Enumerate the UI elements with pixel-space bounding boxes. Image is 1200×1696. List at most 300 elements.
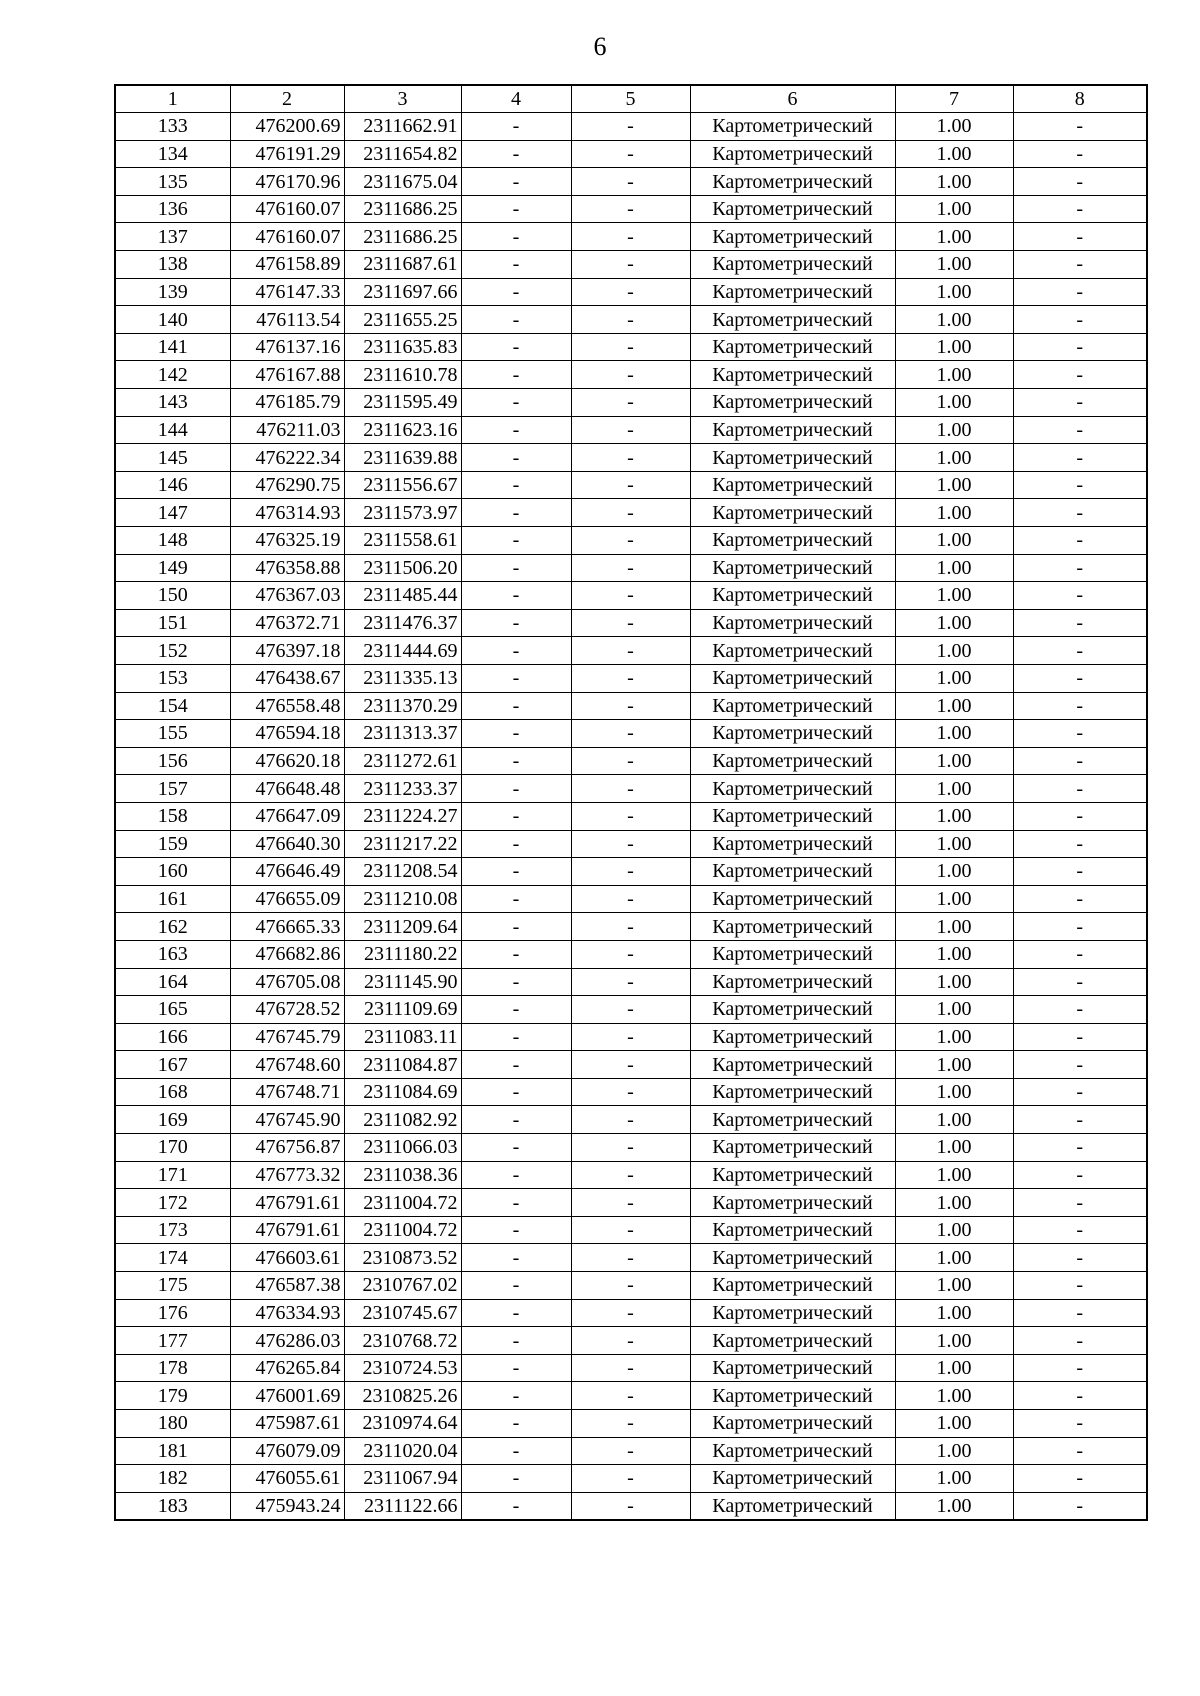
table-row (115, 223, 1147, 251)
table-row (115, 168, 1147, 196)
col8-value-cell: - (1013, 113, 1147, 141)
coordinate-y-cell: 2311623.16 (344, 416, 461, 444)
coordinate-x-cell: 476647.09 (230, 802, 344, 830)
table-row (115, 637, 1147, 665)
point-number-cell: 179 (115, 1382, 230, 1410)
col8-value-cell: - (1013, 1161, 1147, 1189)
table-row (115, 1465, 1147, 1493)
table-row (115, 1327, 1147, 1355)
coordinate-x-cell: 476745.90 (230, 1106, 344, 1134)
point-number-cell: 171 (115, 1161, 230, 1189)
method-cell: Картометрический (690, 582, 895, 610)
method-cell: Картометрический (690, 692, 895, 720)
point-number-cell: 166 (115, 1023, 230, 1051)
coordinate-y-cell: 2311610.78 (344, 361, 461, 389)
table-row (115, 858, 1147, 886)
accuracy-cell: 1.00 (895, 195, 1013, 223)
method-cell: Картометрический (690, 195, 895, 223)
coordinate-x-cell: 476001.69 (230, 1382, 344, 1410)
coordinate-x-cell: 476558.48 (230, 692, 344, 720)
col8-value-cell: - (1013, 1134, 1147, 1162)
accuracy-cell: 1.00 (895, 361, 1013, 389)
col8-value-cell: - (1013, 637, 1147, 665)
point-number-cell: 163 (115, 940, 230, 968)
coordinate-y-cell: 2311639.88 (344, 444, 461, 472)
col5-value-cell: - (571, 499, 690, 527)
col4-value-cell: - (461, 664, 571, 692)
col5-value-cell: - (571, 1023, 690, 1051)
col8-value-cell: - (1013, 1051, 1147, 1079)
col4-value-cell: - (461, 306, 571, 334)
method-cell: Картометрический (690, 168, 895, 196)
coordinate-y-cell: 2311004.72 (344, 1216, 461, 1244)
table-row (115, 1189, 1147, 1217)
col4-value-cell: - (461, 940, 571, 968)
coordinate-x-cell: 476620.18 (230, 747, 344, 775)
coordinate-y-cell: 2311210.08 (344, 885, 461, 913)
table-row (115, 1216, 1147, 1244)
coordinate-x-cell: 476728.52 (230, 996, 344, 1024)
col8-value-cell: - (1013, 913, 1147, 941)
coordinate-y-cell: 2311370.29 (344, 692, 461, 720)
column-header-6: 6 (690, 85, 895, 113)
coordinate-y-cell: 2311145.90 (344, 968, 461, 996)
col4-value-cell: - (461, 775, 571, 803)
table-row (115, 940, 1147, 968)
col8-value-cell: - (1013, 223, 1147, 251)
method-cell: Картометрический (690, 996, 895, 1024)
accuracy-cell: 1.00 (895, 278, 1013, 306)
coordinate-x-cell: 476222.34 (230, 444, 344, 472)
accuracy-cell: 1.00 (895, 471, 1013, 499)
coordinate-y-cell: 2311506.20 (344, 554, 461, 582)
table-row (115, 1023, 1147, 1051)
method-cell: Картометрический (690, 1078, 895, 1106)
accuracy-cell: 1.00 (895, 609, 1013, 637)
accuracy-cell: 1.00 (895, 1106, 1013, 1134)
coordinate-y-cell: 2311686.25 (344, 195, 461, 223)
col5-value-cell: - (571, 1272, 690, 1300)
col5-value-cell: - (571, 1161, 690, 1189)
accuracy-cell: 1.00 (895, 664, 1013, 692)
coordinate-y-cell: 2311687.61 (344, 251, 461, 279)
accuracy-cell: 1.00 (895, 692, 1013, 720)
col5-value-cell: - (571, 554, 690, 582)
col4-value-cell: - (461, 527, 571, 555)
method-cell: Картометрический (690, 1051, 895, 1079)
table-row (115, 720, 1147, 748)
table-row (115, 554, 1147, 582)
table-row (115, 1106, 1147, 1134)
col4-value-cell: - (461, 1216, 571, 1244)
point-number-cell: 133 (115, 113, 230, 141)
method-cell: Картометрический (690, 499, 895, 527)
coordinate-x-cell: 476640.30 (230, 830, 344, 858)
method-cell: Картометрический (690, 940, 895, 968)
column-header-8: 8 (1013, 85, 1147, 113)
col5-value-cell: - (571, 1244, 690, 1272)
col4-value-cell: - (461, 1492, 571, 1520)
point-number-cell: 138 (115, 251, 230, 279)
col4-value-cell: - (461, 333, 571, 361)
coordinate-y-cell: 2311020.04 (344, 1437, 461, 1465)
col8-value-cell: - (1013, 444, 1147, 472)
method-cell: Картометрический (690, 471, 895, 499)
coordinate-x-cell: 476748.60 (230, 1051, 344, 1079)
coordinate-x-cell: 476158.89 (230, 251, 344, 279)
coordinate-y-cell: 2310745.67 (344, 1299, 461, 1327)
method-cell: Картометрический (690, 1492, 895, 1520)
col5-value-cell: - (571, 609, 690, 637)
column-header-3: 3 (344, 85, 461, 113)
col5-value-cell: - (571, 168, 690, 196)
coordinate-y-cell: 2311635.83 (344, 333, 461, 361)
col8-value-cell: - (1013, 802, 1147, 830)
method-cell: Картометрический (690, 747, 895, 775)
col5-value-cell: - (571, 1410, 690, 1438)
accuracy-cell: 1.00 (895, 416, 1013, 444)
accuracy-cell: 1.00 (895, 1244, 1013, 1272)
accuracy-cell: 1.00 (895, 1299, 1013, 1327)
coordinate-y-cell: 2311573.97 (344, 499, 461, 527)
col5-value-cell: - (571, 940, 690, 968)
coordinate-y-cell: 2311335.13 (344, 664, 461, 692)
col5-value-cell: - (571, 913, 690, 941)
page-number: 6 (593, 32, 607, 61)
coordinate-x-cell: 476325.19 (230, 527, 344, 555)
coordinate-x-cell: 476147.33 (230, 278, 344, 306)
coordinate-y-cell: 2311109.69 (344, 996, 461, 1024)
accuracy-cell: 1.00 (895, 830, 1013, 858)
method-cell: Картометрический (690, 306, 895, 334)
col5-value-cell: - (571, 527, 690, 555)
col5-value-cell: - (571, 747, 690, 775)
point-number-cell: 140 (115, 306, 230, 334)
coordinate-x-cell: 476160.07 (230, 195, 344, 223)
table-row (115, 389, 1147, 417)
col5-value-cell: - (571, 389, 690, 417)
col8-value-cell: - (1013, 1189, 1147, 1217)
coordinate-y-cell: 2311209.64 (344, 913, 461, 941)
method-cell: Картометрический (690, 113, 895, 141)
accuracy-cell: 1.00 (895, 1134, 1013, 1162)
col8-value-cell: - (1013, 1410, 1147, 1438)
table-row (115, 195, 1147, 223)
col8-value-cell: - (1013, 333, 1147, 361)
coordinate-y-cell: 2311558.61 (344, 527, 461, 555)
coordinate-y-cell: 2311083.11 (344, 1023, 461, 1051)
method-cell: Картометрический (690, 830, 895, 858)
col4-value-cell: - (461, 1382, 571, 1410)
point-number-cell: 169 (115, 1106, 230, 1134)
col5-value-cell: - (571, 775, 690, 803)
coordinate-x-cell: 476655.09 (230, 885, 344, 913)
col4-value-cell: - (461, 913, 571, 941)
col4-value-cell: - (461, 968, 571, 996)
accuracy-cell: 1.00 (895, 940, 1013, 968)
point-number-cell: 148 (115, 527, 230, 555)
table-row (115, 802, 1147, 830)
point-number-cell: 151 (115, 609, 230, 637)
table-row (115, 1134, 1147, 1162)
col8-value-cell: - (1013, 1299, 1147, 1327)
point-number-cell: 165 (115, 996, 230, 1024)
col4-value-cell: - (461, 444, 571, 472)
point-number-cell: 158 (115, 802, 230, 830)
col4-value-cell: - (461, 996, 571, 1024)
col5-value-cell: - (571, 278, 690, 306)
method-cell: Картометрический (690, 527, 895, 555)
coordinate-x-cell: 476334.93 (230, 1299, 344, 1327)
accuracy-cell: 1.00 (895, 168, 1013, 196)
point-number-cell: 173 (115, 1216, 230, 1244)
col8-value-cell: - (1013, 1078, 1147, 1106)
coordinate-x-cell: 476705.08 (230, 968, 344, 996)
coordinate-y-cell: 2310767.02 (344, 1272, 461, 1300)
coordinate-x-cell: 475943.24 (230, 1492, 344, 1520)
col5-value-cell: - (571, 968, 690, 996)
col8-value-cell: - (1013, 1492, 1147, 1520)
col4-value-cell: - (461, 223, 571, 251)
table-row (115, 885, 1147, 913)
col5-value-cell: - (571, 637, 690, 665)
method-cell: Картометрический (690, 664, 895, 692)
table-row (115, 609, 1147, 637)
method-cell: Картометрический (690, 278, 895, 306)
method-cell: Картометрический (690, 361, 895, 389)
coordinate-y-cell: 2311122.66 (344, 1492, 461, 1520)
coordinate-x-cell: 476265.84 (230, 1354, 344, 1382)
point-number-cell: 141 (115, 333, 230, 361)
col4-value-cell: - (461, 1354, 571, 1382)
table-row (115, 1078, 1147, 1106)
coordinate-y-cell: 2311654.82 (344, 140, 461, 168)
accuracy-cell: 1.00 (895, 223, 1013, 251)
column-header-2: 2 (230, 85, 344, 113)
col5-value-cell: - (571, 1327, 690, 1355)
table-row (115, 306, 1147, 334)
col8-value-cell: - (1013, 195, 1147, 223)
accuracy-cell: 1.00 (895, 885, 1013, 913)
table-row (115, 361, 1147, 389)
point-number-cell: 178 (115, 1354, 230, 1382)
col5-value-cell: - (571, 416, 690, 444)
col5-value-cell: - (571, 802, 690, 830)
coordinate-y-cell: 2311686.25 (344, 223, 461, 251)
col4-value-cell: - (461, 113, 571, 141)
col4-value-cell: - (461, 1465, 571, 1493)
col5-value-cell: - (571, 444, 690, 472)
col8-value-cell: - (1013, 1382, 1147, 1410)
table-row (115, 278, 1147, 306)
col5-value-cell: - (571, 1051, 690, 1079)
accuracy-cell: 1.00 (895, 968, 1013, 996)
coordinate-y-cell: 2311084.69 (344, 1078, 461, 1106)
col4-value-cell: - (461, 1134, 571, 1162)
accuracy-cell: 1.00 (895, 1189, 1013, 1217)
method-cell: Картометрический (690, 885, 895, 913)
col4-value-cell: - (461, 499, 571, 527)
coordinate-x-cell: 476211.03 (230, 416, 344, 444)
point-number-cell: 164 (115, 968, 230, 996)
coordinate-x-cell: 476055.61 (230, 1465, 344, 1493)
accuracy-cell: 1.00 (895, 1437, 1013, 1465)
table-row (115, 830, 1147, 858)
accuracy-cell: 1.00 (895, 858, 1013, 886)
table-row (115, 1437, 1147, 1465)
point-number-cell: 182 (115, 1465, 230, 1493)
col5-value-cell: - (571, 582, 690, 610)
col8-value-cell: - (1013, 1244, 1147, 1272)
coordinate-x-cell: 476314.93 (230, 499, 344, 527)
column-header-7: 7 (895, 85, 1013, 113)
coordinate-x-cell: 476791.61 (230, 1189, 344, 1217)
method-cell: Картометрический (690, 1410, 895, 1438)
accuracy-cell: 1.00 (895, 389, 1013, 417)
coordinate-y-cell: 2311485.44 (344, 582, 461, 610)
col8-value-cell: - (1013, 251, 1147, 279)
col8-value-cell: - (1013, 499, 1147, 527)
accuracy-cell: 1.00 (895, 1382, 1013, 1410)
coordinate-y-cell: 2311084.87 (344, 1051, 461, 1079)
method-cell: Картометрический (690, 1382, 895, 1410)
method-cell: Картометрический (690, 609, 895, 637)
col8-value-cell: - (1013, 1465, 1147, 1493)
table-row (115, 444, 1147, 472)
coordinate-x-cell: 476665.33 (230, 913, 344, 941)
method-cell: Картометрический (690, 775, 895, 803)
col8-value-cell: - (1013, 996, 1147, 1024)
accuracy-cell: 1.00 (895, 1410, 1013, 1438)
col4-value-cell: - (461, 1189, 571, 1217)
method-cell: Картометрический (690, 1327, 895, 1355)
col5-value-cell: - (571, 720, 690, 748)
method-cell: Картометрический (690, 1437, 895, 1465)
col5-value-cell: - (571, 996, 690, 1024)
accuracy-cell: 1.00 (895, 913, 1013, 941)
col4-value-cell: - (461, 692, 571, 720)
coordinate-x-cell: 476185.79 (230, 389, 344, 417)
col8-value-cell: - (1013, 1354, 1147, 1382)
point-number-cell: 181 (115, 1437, 230, 1465)
coordinate-y-cell: 2310724.53 (344, 1354, 461, 1382)
col5-value-cell: - (571, 251, 690, 279)
point-number-cell: 161 (115, 885, 230, 913)
point-number-cell: 177 (115, 1327, 230, 1355)
col8-value-cell: - (1013, 306, 1147, 334)
col5-value-cell: - (571, 223, 690, 251)
col5-value-cell: - (571, 692, 690, 720)
coordinate-x-cell: 476603.61 (230, 1244, 344, 1272)
coordinate-x-cell: 476648.48 (230, 775, 344, 803)
point-number-cell: 139 (115, 278, 230, 306)
col4-value-cell: - (461, 1327, 571, 1355)
coordinate-x-cell: 476594.18 (230, 720, 344, 748)
table-row (115, 913, 1147, 941)
col8-value-cell: - (1013, 416, 1147, 444)
accuracy-cell: 1.00 (895, 140, 1013, 168)
col4-value-cell: - (461, 1051, 571, 1079)
accuracy-cell: 1.00 (895, 802, 1013, 830)
col5-value-cell: - (571, 1465, 690, 1493)
table-row (115, 333, 1147, 361)
col5-value-cell: - (571, 1437, 690, 1465)
col5-value-cell: - (571, 1382, 690, 1410)
coordinate-y-cell: 2310768.72 (344, 1327, 461, 1355)
col8-value-cell: - (1013, 747, 1147, 775)
table-row (115, 664, 1147, 692)
accuracy-cell: 1.00 (895, 1465, 1013, 1493)
col4-value-cell: - (461, 1106, 571, 1134)
col8-value-cell: - (1013, 940, 1147, 968)
coordinate-y-cell: 2311217.22 (344, 830, 461, 858)
table-row (115, 1299, 1147, 1327)
coordinate-y-cell: 2311655.25 (344, 306, 461, 334)
col8-value-cell: - (1013, 168, 1147, 196)
col8-value-cell: - (1013, 720, 1147, 748)
coordinate-x-cell: 476646.49 (230, 858, 344, 886)
method-cell: Картометрический (690, 333, 895, 361)
column-header-5: 5 (571, 85, 690, 113)
method-cell: Картометрический (690, 637, 895, 665)
coordinate-x-cell: 476438.67 (230, 664, 344, 692)
col8-value-cell: - (1013, 278, 1147, 306)
point-number-cell: 152 (115, 637, 230, 665)
coordinate-y-cell: 2311476.37 (344, 609, 461, 637)
coordinate-x-cell: 476358.88 (230, 554, 344, 582)
method-cell: Картометрический (690, 1465, 895, 1493)
method-cell: Картометрический (690, 223, 895, 251)
col4-value-cell: - (461, 1023, 571, 1051)
coordinate-x-cell: 476748.71 (230, 1078, 344, 1106)
accuracy-cell: 1.00 (895, 333, 1013, 361)
col4-value-cell: - (461, 389, 571, 417)
coordinate-y-cell: 2311272.61 (344, 747, 461, 775)
col4-value-cell: - (461, 1078, 571, 1106)
coordinate-y-cell: 2311038.36 (344, 1161, 461, 1189)
point-number-cell: 156 (115, 747, 230, 775)
accuracy-cell: 1.00 (895, 251, 1013, 279)
col4-value-cell: - (461, 168, 571, 196)
coordinate-y-cell: 2311180.22 (344, 940, 461, 968)
point-number-cell: 136 (115, 195, 230, 223)
coordinate-y-cell: 2311224.27 (344, 802, 461, 830)
col4-value-cell: - (461, 858, 571, 886)
col8-value-cell: - (1013, 968, 1147, 996)
coordinate-y-cell: 2311697.66 (344, 278, 461, 306)
col4-value-cell: - (461, 637, 571, 665)
coordinate-x-cell: 476113.54 (230, 306, 344, 334)
column-header-1: 1 (115, 85, 230, 113)
col4-value-cell: - (461, 885, 571, 913)
col4-value-cell: - (461, 416, 571, 444)
point-number-cell: 134 (115, 140, 230, 168)
coordinate-y-cell: 2311004.72 (344, 1189, 461, 1217)
table-row (115, 527, 1147, 555)
accuracy-cell: 1.00 (895, 747, 1013, 775)
coordinate-x-cell: 476286.03 (230, 1327, 344, 1355)
accuracy-cell: 1.00 (895, 582, 1013, 610)
point-number-cell: 159 (115, 830, 230, 858)
table-header-row (115, 85, 1147, 113)
method-cell: Картометрический (690, 802, 895, 830)
point-number-cell: 135 (115, 168, 230, 196)
table-row (115, 251, 1147, 279)
coordinate-x-cell: 476367.03 (230, 582, 344, 610)
method-cell: Картометрический (690, 1189, 895, 1217)
accuracy-cell: 1.00 (895, 306, 1013, 334)
col8-value-cell: - (1013, 1327, 1147, 1355)
